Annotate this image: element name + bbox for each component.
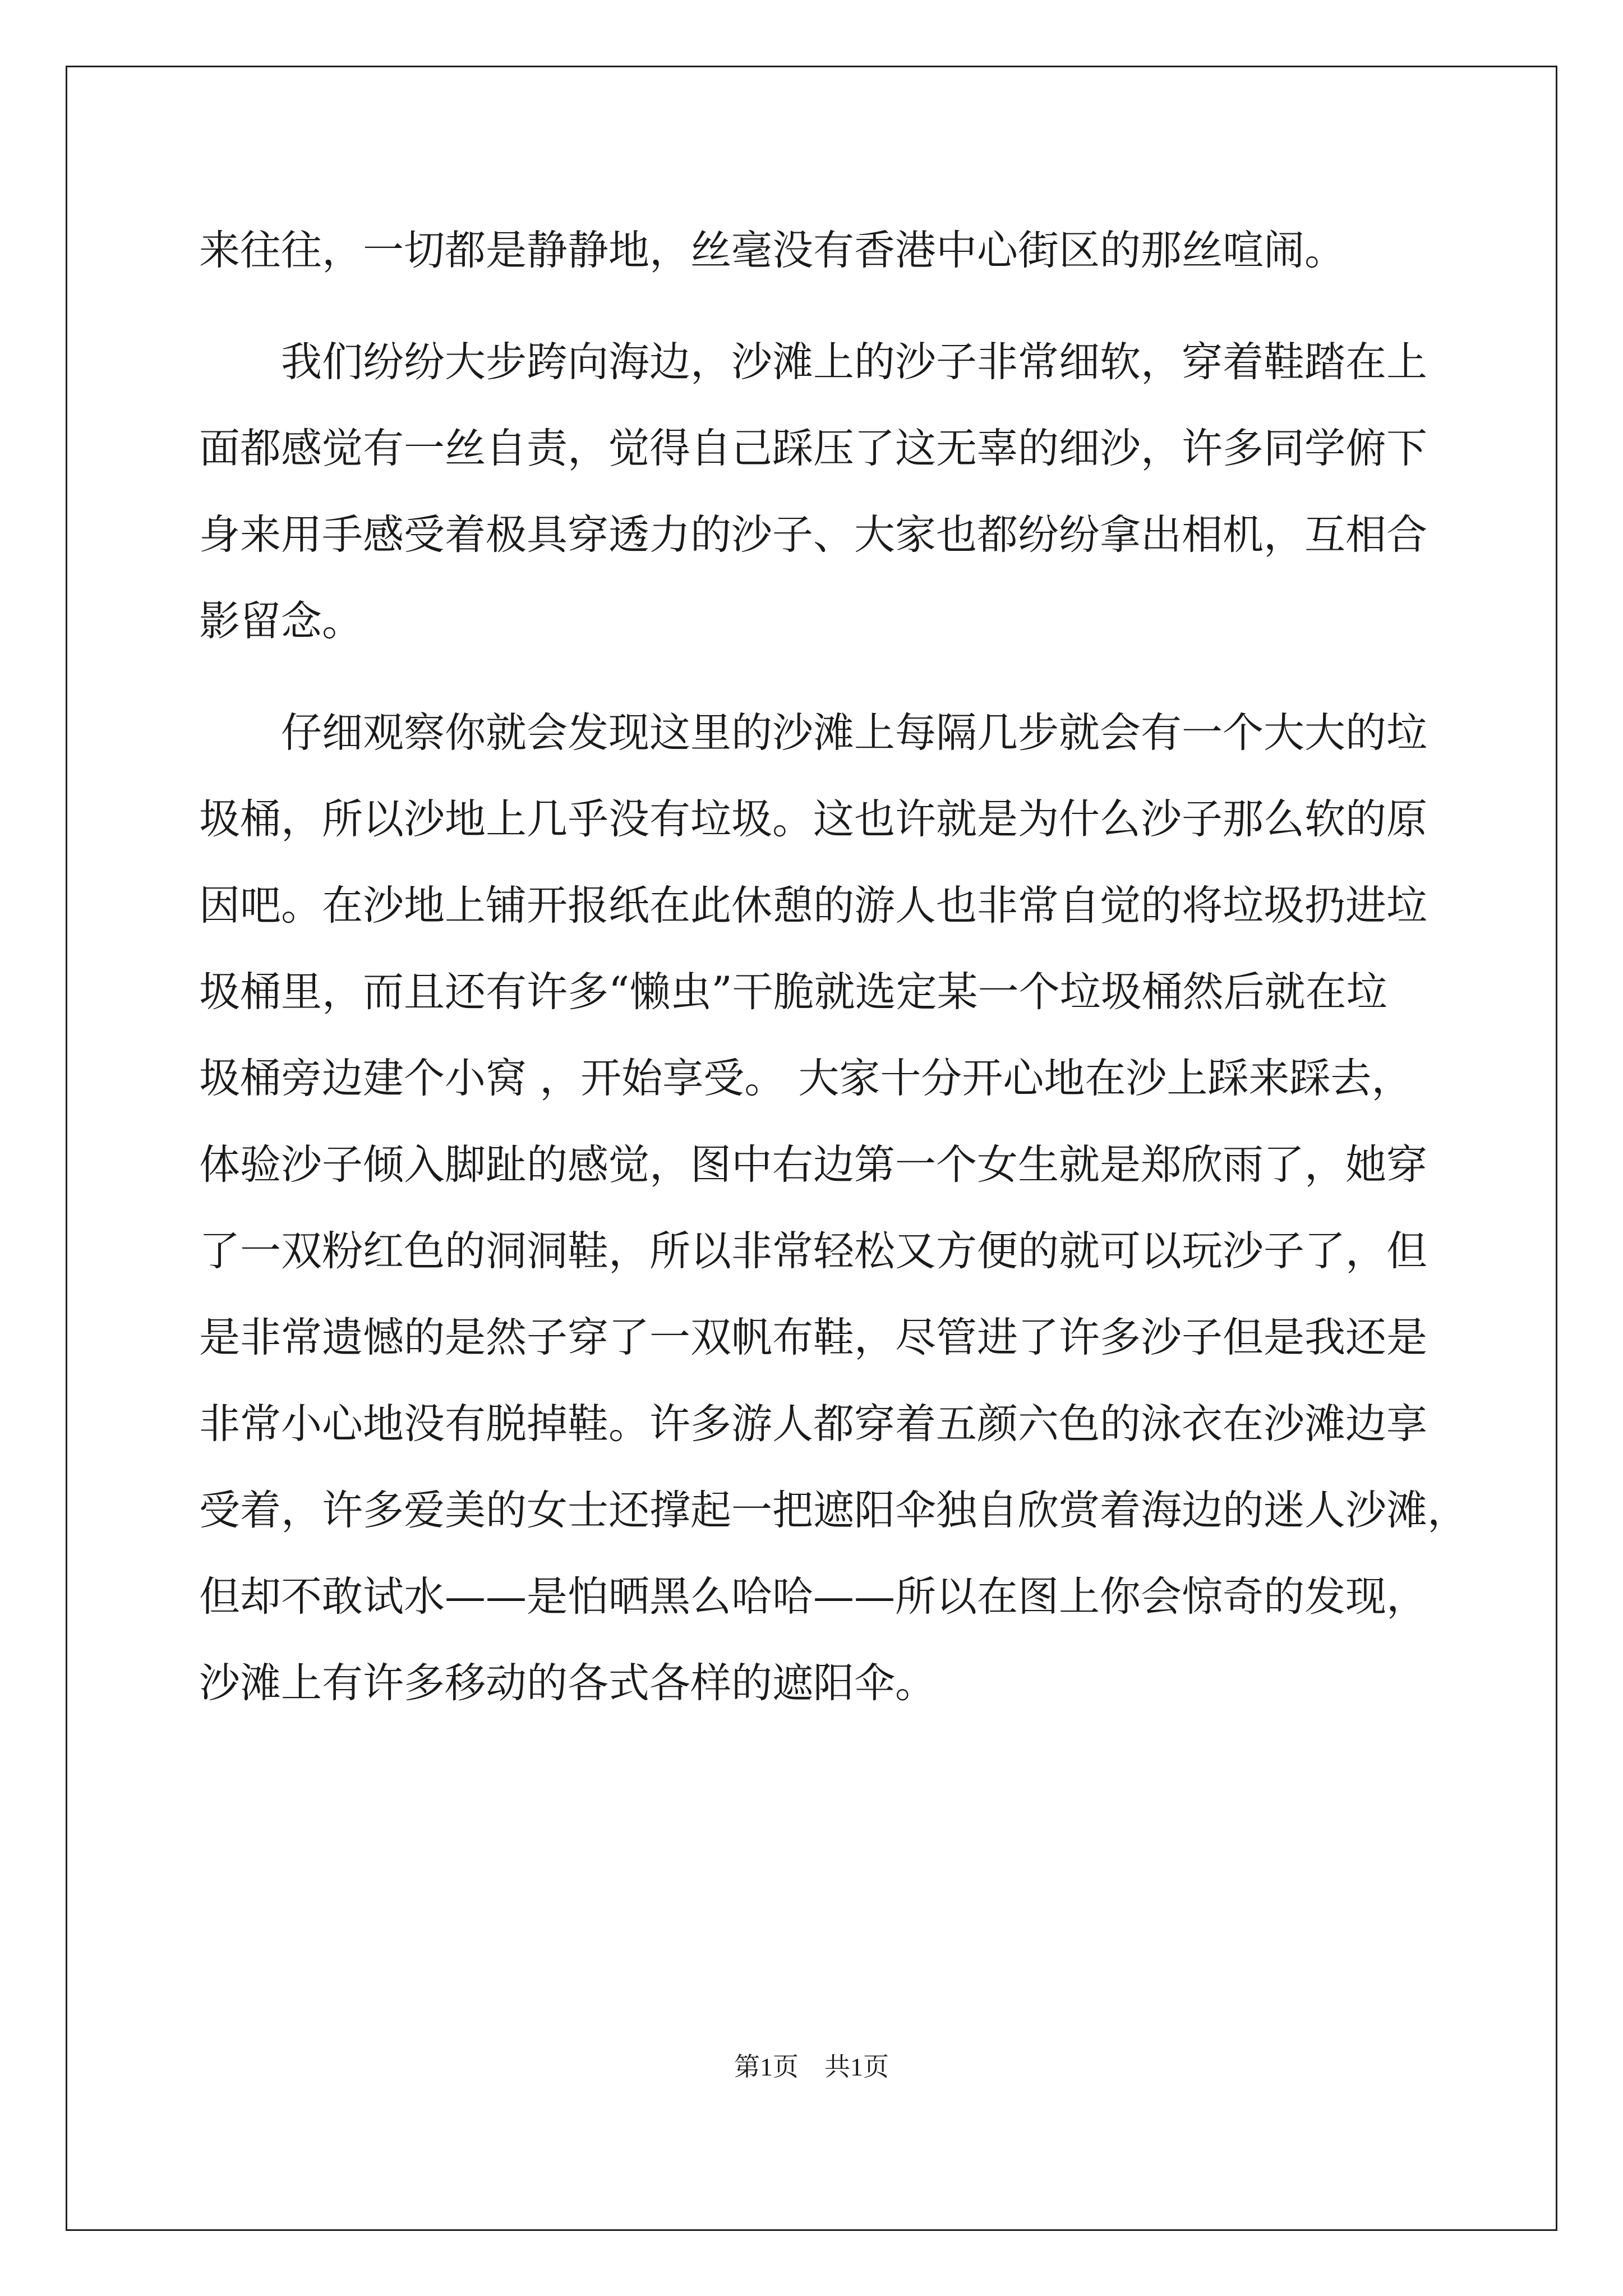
- text-line: 体验沙子倾入脚趾的感觉，图中右边第一个女生就是郑欣雨了，她穿: [199, 1141, 1427, 1189]
- text-line: 了一双粉红色的洞洞鞋，所以非常轻松又方便的就可以玩沙子了，但: [199, 1227, 1427, 1275]
- text-line: 受着，许多爱美的女士还撑起一把遮阳伞独自欣赏着海边的迷人沙滩，: [199, 1487, 1468, 1534]
- text-line: 身来用手感受着极具穿透力的沙子、大家也都纷纷拿出相机，互相合: [199, 511, 1427, 559]
- text-line: 但却不敢试水——是怕晒黑么哈哈——所以在图上你会惊奇的发现，: [199, 1573, 1427, 1621]
- text-line: 仔细观察你就会发现这里的沙滩上每隔几步就会有一个大大的垃: [199, 709, 1427, 757]
- page-footer: 第1页 共1页: [734, 2053, 889, 2081]
- text-line: 圾桶里，而且还有许多“懒虫”干脆就选定某一个垃圾桶然后就在垃: [199, 968, 1387, 1016]
- text-line: 我们纷纷大步跨向海边，沙滩上的沙子非常细软，穿着鞋踏在上: [199, 338, 1427, 386]
- text-line: 非常小心地没有脱掉鞋。许多游人都穿着五颜六色的泳衣在沙滩边享: [199, 1400, 1427, 1448]
- text-line: 圾桶旁边建个小窝 ，开始享受。 大家十分开心地在沙上踩来踩去，: [199, 1055, 1413, 1102]
- document-body: [199, 208, 1468, 1727]
- text-line: 影留念。: [199, 597, 363, 645]
- text-line: 圾桶，所以沙地上几乎没有垃圾。这也许就是为什么沙子那么软的原: [199, 795, 1427, 843]
- text-line: 面都感觉有一丝自责，觉得自己踩压了这无辜的细沙，许多同学俯下: [199, 425, 1427, 472]
- text-line: 是非常遗憾的是然子穿了一双帆布鞋，尽管进了许多沙子但是我还是: [199, 1314, 1427, 1361]
- text-line: 因吧。在沙地上铺开报纸在此休憩的游人也非常自觉的将垃圾扔进垃: [199, 882, 1427, 930]
- text-line: 来往往，一切都是静静地，丝毫没有香港中心街区的那丝喧闹。: [199, 227, 1345, 274]
- text-line: 沙滩上有许多移动的各式各样的遮阳伞。: [199, 1659, 936, 1707]
